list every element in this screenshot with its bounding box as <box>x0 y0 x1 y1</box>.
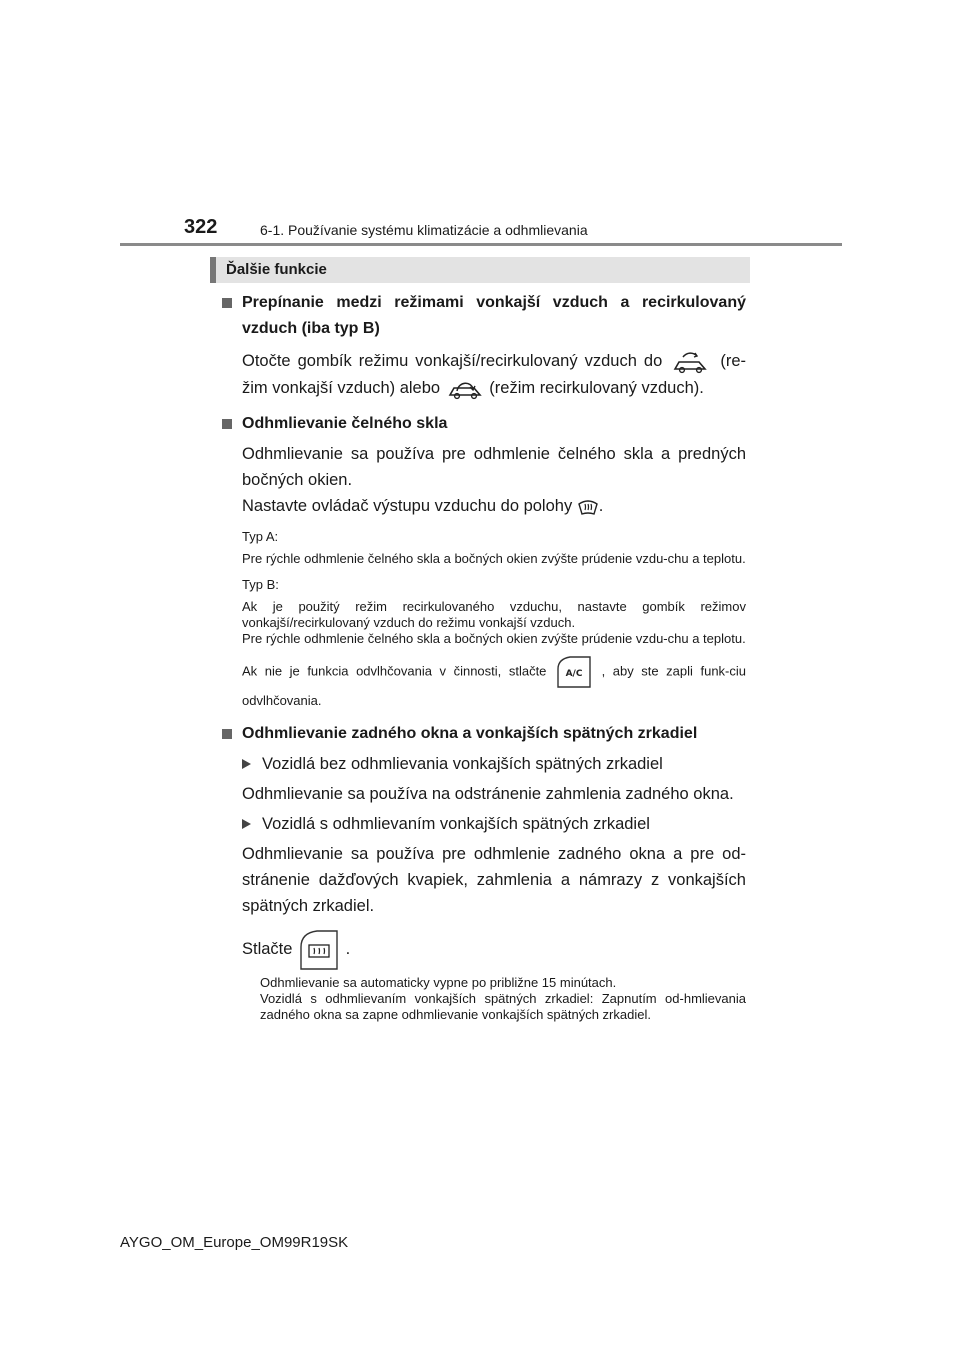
ac-button-icon <box>554 655 594 689</box>
type-b-text-1: Ak je použitý režim recirkulovaného vzduchu, nastavte gombík režimov vonkajší/recirkulovaný vzduch do režimu vonkajší vzduch. <box>242 599 746 631</box>
svg-text:A/C: A/C <box>565 669 583 680</box>
type-b-label: Typ B: <box>242 577 279 593</box>
heading-rear-defog: Odhmlievanie zadného okna a vonkajších spätných zrkadiel <box>222 721 746 747</box>
running-title: 6-1. Používanie systému klimatizácie a odhmlievania <box>260 222 588 238</box>
square-bullet-icon <box>222 419 232 429</box>
press-rear-defog: Stlačte . <box>222 927 746 971</box>
content <box>222 290 746 1023</box>
square-bullet-icon <box>222 298 232 308</box>
rear-defog-text-2: Odhmlievanie sa používa pre odhmlenie zadného okna a pre od-stránenie dažďových kvapiek, zahmlenia a námrazy z vonkajších spätných zrkadiel. <box>242 845 746 916</box>
outside-air-icon <box>669 349 713 375</box>
ac-instruction: Ak nie je funkcia odvlhčovania v činnosti, stlačte A/C , aby ste zapli funk-ciu odvlhčovania. <box>222 655 746 713</box>
page-number: 322 <box>184 216 218 238</box>
windshield-text-2: Nastavte ovládač výstupu vzduchu do polohy . <box>222 493 746 519</box>
triangle-bullet-icon <box>242 759 251 769</box>
type-a-label: Typ A: <box>242 529 279 545</box>
rear-defog-text-1: Odhmlievanie sa používa na odstránenie zahmlenia zadného okna. <box>242 785 734 804</box>
sub-heading-without-mirror-defog: Vozidlá bez odhmlievania vonkajších spätných zrkadiel <box>222 751 746 777</box>
type-b-text-2: Pre rýchle odhmlenie čelného skla a bočných okien zvýšte prúdenie vzdu-chu a teplotu. <box>242 631 746 647</box>
note-auto-off: Odhmlievanie sa automaticky vypne po približne 15 minútach. <box>260 975 617 991</box>
sub-heading-with-mirror-defog: Vozidlá s odhmlievaním vonkajších spätných zrkadiel <box>222 811 746 837</box>
note-mirror-defog: Vozidlá s odhmlievaním vonkajších spätných zrkadiel: Zapnutím od-hmlievania zadného okna sa zapne odhmlievanie vonkajších spätných zrkadiel. <box>260 991 746 1023</box>
recirculated-air-icon <box>445 375 485 401</box>
heading-windshield-defog: Odhmlievanie čelného skla <box>222 411 746 437</box>
heading-air-mode: Prepínanie medzi režimami vonkajší vzduch a recirkulovaný vzduch (iba typ B) <box>222 290 746 342</box>
type-a-text: Pre rýchle odhmlenie čelného skla a bočných okien zvýšte prúdenie vzdu-chu a teplotu. <box>242 551 746 567</box>
triangle-bullet-icon <box>242 819 251 829</box>
section-title: Ďalšie funkcie <box>226 261 327 278</box>
header-rule <box>120 243 842 246</box>
section-bar <box>210 257 750 283</box>
square-bullet-icon <box>222 729 232 739</box>
rear-defogger-button-icon <box>297 929 341 971</box>
windshield-defroster-icon <box>577 496 599 518</box>
document-id: AYGO_OM_Europe_OM99R19SK <box>120 1234 349 1251</box>
air-mode-text: Otočte gombík režimu vonkajší/recirkulovaný vzduch do (re-žim vonkajší vzduch) alebo (režim recirkulovaný vzduch). <box>222 348 746 401</box>
windshield-text-1: Odhmlievanie sa používa pre odhmlenie čelného skla a predných bočných okien. <box>242 445 746 490</box>
